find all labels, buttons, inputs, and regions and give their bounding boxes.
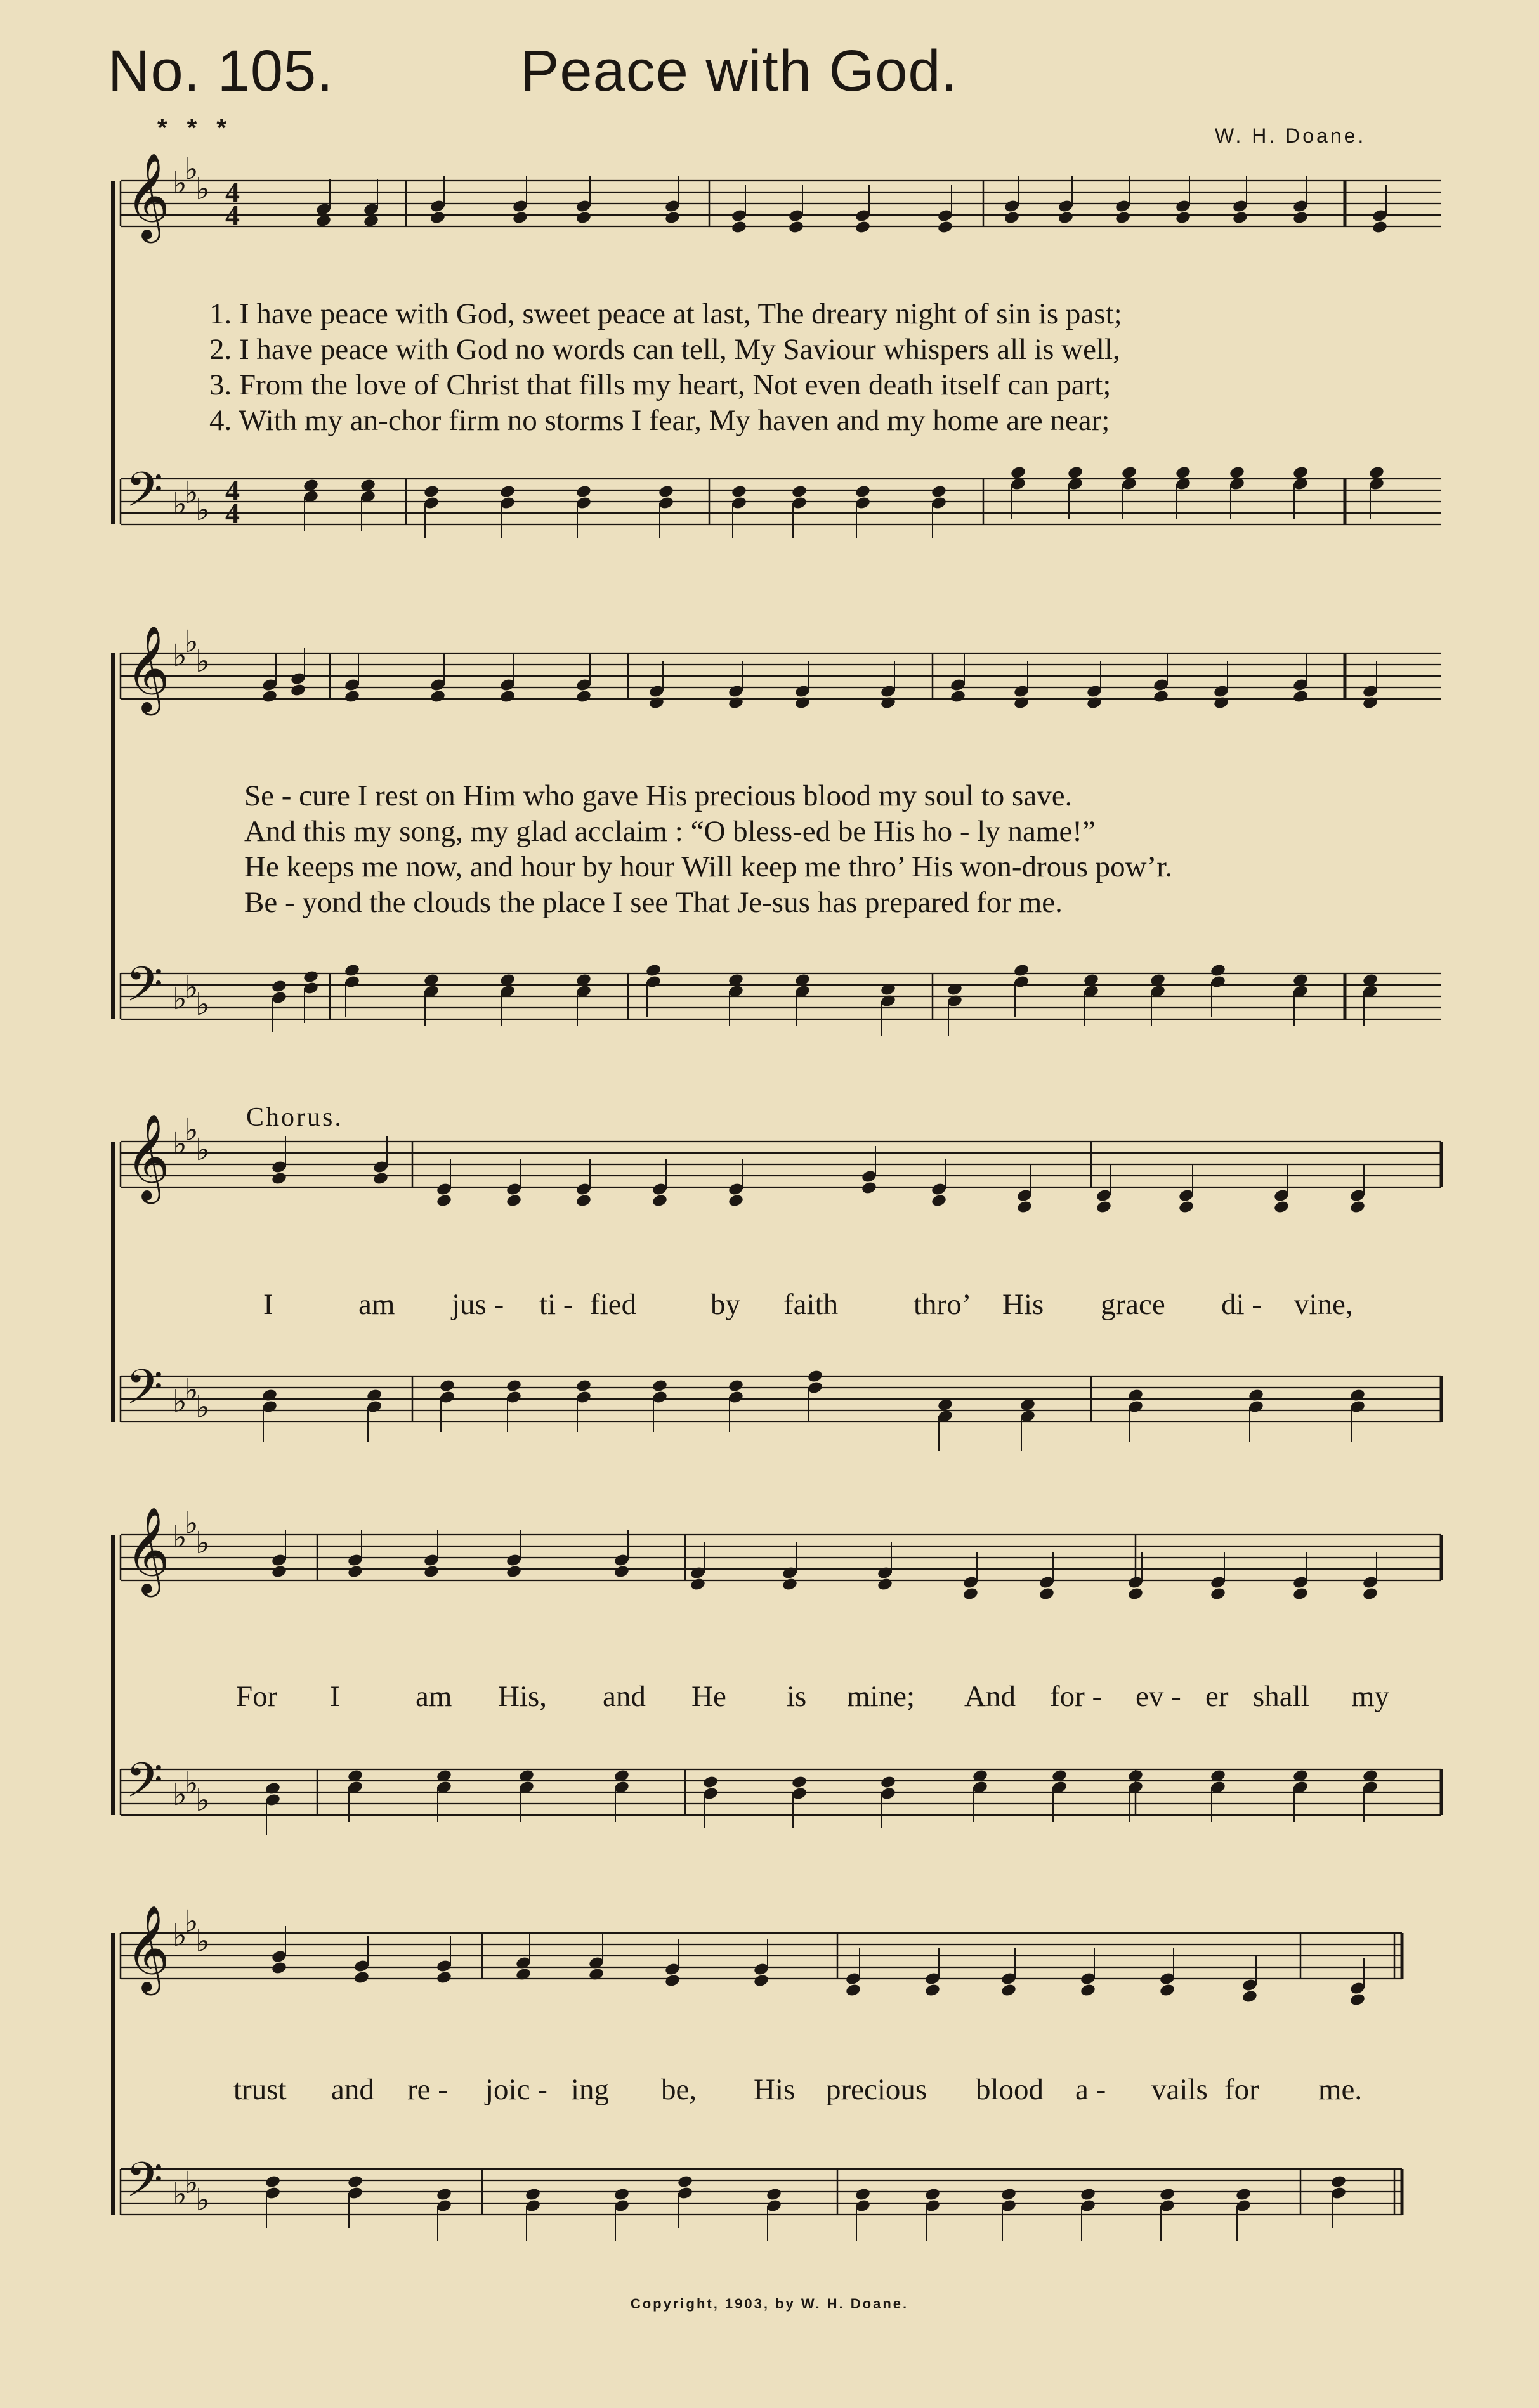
bass-note-head xyxy=(658,485,674,499)
chorus-syllable: is xyxy=(787,1680,807,1713)
treble-note-head xyxy=(353,1970,370,1985)
verse-number: 2. xyxy=(209,333,232,366)
treble-note-head xyxy=(372,1171,389,1186)
flat-icon: ♭ xyxy=(184,1372,199,1408)
chorus-syllable: er xyxy=(1205,1680,1229,1713)
bass-note-head xyxy=(575,1379,592,1393)
bass-note-head xyxy=(423,485,440,499)
bass-note-head xyxy=(855,485,871,499)
chorus-syllable: trust xyxy=(233,2073,287,2106)
flat-icon: ♭ xyxy=(173,166,187,201)
bass-clef-icon: 𝄢 xyxy=(126,462,164,530)
bass-note-head xyxy=(575,485,592,499)
treble-note-head xyxy=(1241,1989,1258,2004)
chorus-syllable: vails xyxy=(1151,2073,1208,2106)
treble-note-head xyxy=(271,1961,287,1975)
treble-note-head xyxy=(1175,211,1191,225)
verse-1-line-a xyxy=(209,297,1122,331)
bass-note-head xyxy=(731,485,747,499)
bass-note-head xyxy=(303,970,319,984)
flat-icon: ♭ xyxy=(195,492,210,528)
bass-note-head xyxy=(652,1379,668,1393)
bass-note-head xyxy=(1229,465,1245,480)
treble-note-head xyxy=(1058,211,1074,225)
bass-note-head xyxy=(344,963,360,978)
bass-note-head xyxy=(499,485,516,499)
flat-icon: ♭ xyxy=(173,638,187,674)
treble-note-head xyxy=(652,1194,668,1208)
treble-note-head xyxy=(429,211,446,225)
bass-clef-icon: 𝄢 xyxy=(126,2152,164,2220)
treble-note-head xyxy=(1013,696,1030,710)
chorus-syllable: shall xyxy=(1253,1680,1309,1713)
treble-note-head xyxy=(1016,1200,1033,1214)
chorus-syllable: and xyxy=(603,1680,646,1713)
treble-note-head xyxy=(648,696,665,710)
bass-clef-icon: 𝄢 xyxy=(126,1752,164,1820)
bass-note-head xyxy=(1159,2187,1176,2202)
treble-note-head xyxy=(1038,1587,1055,1601)
treble-note-head xyxy=(436,1970,452,1985)
chorus-syllable: ti - xyxy=(539,1288,573,1321)
treble-note-head xyxy=(788,220,804,235)
flat-icon: ♭ xyxy=(184,1506,199,1541)
flat-icon: ♭ xyxy=(173,981,187,1017)
time-signature-bottom: 4 xyxy=(225,199,240,231)
treble-note-head xyxy=(1153,689,1169,704)
treble-note-head xyxy=(1004,211,1020,225)
chorus-syllable: fied xyxy=(590,1288,637,1321)
treble-note-head xyxy=(347,1565,363,1579)
chorus-syllable: precious xyxy=(826,2073,927,2106)
chorus-syllable: I xyxy=(330,1680,340,1713)
chorus-syllable: thro’ xyxy=(914,1288,972,1321)
meter-stars: * * * xyxy=(157,114,233,142)
time-signature-top: 4 xyxy=(225,176,240,209)
chorus-syllable: am xyxy=(416,1680,452,1713)
chorus-syllable: blood xyxy=(976,2073,1044,2106)
treble-clef-icon: 𝄞 xyxy=(126,624,170,712)
treble-clef-icon: 𝄞 xyxy=(126,152,170,239)
flat-icon: ♭ xyxy=(195,1525,210,1561)
treble-clef-icon: 𝄞 xyxy=(126,1112,170,1200)
verse-text: From the love of Christ that fills my heart, Not even death itself can part; xyxy=(239,368,1111,401)
chorus-syllable: I xyxy=(263,1288,273,1321)
treble-note-head xyxy=(1349,1993,1366,2007)
flat-icon: ♭ xyxy=(184,970,199,1005)
treble-note-head xyxy=(506,1565,522,1579)
treble-note-head xyxy=(845,1983,861,1998)
bass-note-head xyxy=(1368,465,1385,480)
treble-note-head xyxy=(1115,211,1131,225)
hymn-number: No. 105. xyxy=(108,39,334,103)
treble-note-head xyxy=(1273,1200,1290,1214)
time-signature-top: 4 xyxy=(225,474,240,507)
verse-text: I have peace with God no words can tell, My Saviour whispers all is well, xyxy=(239,333,1120,366)
treble-note-head xyxy=(728,1194,744,1208)
bass-note-head xyxy=(702,1775,719,1790)
bass-note-head xyxy=(1013,963,1030,978)
chorus-syllable: His, xyxy=(498,1680,547,1713)
chorus-syllable: faith xyxy=(783,1288,839,1321)
treble-note-head xyxy=(690,1577,706,1592)
bass-note-head xyxy=(347,2175,363,2189)
treble-note-head xyxy=(363,214,379,228)
bass-note-head xyxy=(677,2175,693,2189)
chorus-syllable: grace xyxy=(1101,1288,1165,1321)
treble-note-head xyxy=(1086,696,1103,710)
flat-icon: ♭ xyxy=(195,644,210,679)
chorus-syllable: and xyxy=(331,2073,374,2106)
treble-note-head xyxy=(664,211,681,225)
treble-note-head xyxy=(1127,1587,1144,1601)
bass-note-head xyxy=(855,2187,871,2202)
treble-note-head xyxy=(271,1171,287,1186)
bass-note-head xyxy=(265,2175,281,2189)
treble-note-head xyxy=(1232,211,1248,225)
chorus-syllable: be, xyxy=(661,2073,697,2106)
chorus-syllable: by xyxy=(711,1288,740,1321)
treble-note-head xyxy=(1349,1200,1366,1214)
treble-note-head xyxy=(1178,1200,1195,1214)
bass-note-head xyxy=(1235,2187,1252,2202)
treble-note-head xyxy=(271,1565,287,1579)
verse-number: 1. xyxy=(209,297,232,330)
bass-note-head xyxy=(937,1398,953,1412)
treble-note-head xyxy=(575,1194,592,1208)
flat-icon: ♭ xyxy=(195,987,210,1022)
treble-note-head xyxy=(731,220,747,235)
chorus-syllable: ing xyxy=(571,2073,610,2106)
treble-note-head xyxy=(924,1983,941,1998)
flat-icon: ♭ xyxy=(195,1923,210,1959)
flat-icon: ♭ xyxy=(173,1384,187,1419)
bass-note-head xyxy=(506,1379,522,1393)
treble-note-head xyxy=(423,1565,440,1579)
bass-note-head xyxy=(924,2187,941,2202)
treble-note-head xyxy=(877,1577,893,1592)
chorus-label: Chorus. xyxy=(246,1103,343,1132)
treble-note-head xyxy=(664,1974,681,1988)
chorus-syllable: for xyxy=(1224,2073,1259,2106)
chorus-syllable: for - xyxy=(1050,1680,1103,1713)
verse-3-line-b: He keeps me now, and hour by hour Will keep me thro’ His won-drous pow’r. xyxy=(244,850,1173,883)
bass-note-head xyxy=(1175,465,1191,480)
bass-clef-icon: 𝄢 xyxy=(126,1359,164,1427)
verse-text: With my an-chor firm no storms I fear, My haven and my home are near; xyxy=(239,404,1110,437)
chorus-syllable: am xyxy=(358,1288,395,1321)
bass-note-head xyxy=(880,1775,896,1790)
treble-note-head xyxy=(1096,1200,1112,1214)
chorus-syllable: re - xyxy=(407,2073,448,2106)
flat-icon: ♭ xyxy=(184,624,199,660)
bass-note-head xyxy=(1292,465,1309,480)
flat-icon: ♭ xyxy=(184,475,199,511)
treble-note-head xyxy=(880,696,896,710)
bass-note-head xyxy=(436,2187,452,2202)
flat-icon: ♭ xyxy=(184,152,199,187)
chorus-syllable: vine, xyxy=(1294,1288,1353,1321)
bass-note-head xyxy=(807,1369,823,1384)
bass-note-head xyxy=(791,1775,808,1790)
treble-note-head xyxy=(1292,689,1309,704)
bass-note-head xyxy=(271,979,287,994)
bass-clef-icon: 𝄢 xyxy=(126,956,164,1024)
bass-note-head xyxy=(439,1379,455,1393)
treble-note-head xyxy=(1292,1587,1309,1601)
bass-note-head xyxy=(766,2187,782,2202)
bass-note-head xyxy=(1067,465,1084,480)
flat-icon: ♭ xyxy=(195,2182,210,2218)
treble-note-head xyxy=(575,689,592,704)
flat-icon: ♭ xyxy=(195,171,210,207)
treble-note-head xyxy=(855,220,871,235)
chorus-syllable: jus - xyxy=(452,1288,504,1321)
flat-icon: ♭ xyxy=(173,1126,187,1162)
chorus-syllable: And xyxy=(964,1680,1016,1713)
verse-number: 3. xyxy=(209,368,232,401)
treble-note-head xyxy=(1080,1983,1096,1998)
bass-note-head xyxy=(1248,1388,1264,1403)
hymn-title: Peace with God. xyxy=(520,39,959,103)
treble-note-head xyxy=(861,1181,877,1195)
bass-note-head xyxy=(791,485,808,499)
chorus-syllable: a - xyxy=(1075,2073,1106,2106)
treble-note-head xyxy=(436,1194,452,1208)
flat-icon: ♭ xyxy=(184,1904,199,1939)
treble-note-head xyxy=(1372,220,1388,235)
bass-note-head xyxy=(525,2187,541,2202)
verse-1-line-b: Se - cure I rest on Him who gave His precious blood my soul to save. xyxy=(244,779,1073,812)
flat-icon: ♭ xyxy=(173,2177,187,2212)
flat-icon: ♭ xyxy=(173,1918,187,1953)
treble-note-head xyxy=(1159,1983,1176,1998)
bass-note-head xyxy=(613,2187,630,2202)
bass-note-head xyxy=(261,1388,278,1403)
flat-icon: ♭ xyxy=(173,1520,187,1555)
time-signature-bottom: 4 xyxy=(225,497,240,530)
flat-icon: ♭ xyxy=(184,1112,199,1148)
chorus-syllable: His xyxy=(1002,1288,1044,1321)
bass-note-head xyxy=(931,485,947,499)
bass-note-head xyxy=(1010,465,1026,480)
verse-text: I have peace with God, sweet peace at last, The dreary night of sin is past; xyxy=(239,297,1122,330)
flat-icon: ♭ xyxy=(184,1766,199,1801)
treble-note-head xyxy=(344,689,360,704)
verse-2-line-a xyxy=(209,332,1120,367)
chorus-syllable: di - xyxy=(1221,1288,1262,1321)
treble-note-head xyxy=(931,1194,947,1208)
bass-note-head xyxy=(265,1781,281,1796)
bass-note-head xyxy=(1330,2175,1347,2189)
verse-number: 4. xyxy=(209,404,232,437)
flat-icon: ♭ xyxy=(184,2165,199,2201)
flat-icon: ♭ xyxy=(173,486,187,522)
flat-icon: ♭ xyxy=(195,1783,210,1818)
treble-note-head xyxy=(753,1974,769,1988)
bass-note-head xyxy=(1127,1388,1144,1403)
composer-credit: W. H. Doane. xyxy=(1215,124,1366,147)
bass-note-head xyxy=(1121,465,1137,480)
chorus-syllable: His xyxy=(754,2073,796,2106)
flat-icon: ♭ xyxy=(173,1777,187,1813)
bass-note-head xyxy=(645,963,662,978)
chorus-syllable: He xyxy=(691,1680,726,1713)
verse-3-line-a xyxy=(209,368,1111,402)
bass-note-head xyxy=(1019,1398,1036,1412)
treble-note-head xyxy=(1362,696,1379,710)
verse-2-line-b: And this my song, my glad acclaim : “O bless-ed be His ho - ly name!” xyxy=(244,815,1096,848)
chorus-syllable: mine; xyxy=(847,1680,915,1713)
verse-4-line-b: Be - yond the clouds the place I see That Je-sus has prepared for me. xyxy=(244,886,1063,919)
treble-note-head xyxy=(1292,211,1309,225)
chorus-syllable: my xyxy=(1351,1680,1390,1713)
treble-note-head xyxy=(794,696,811,710)
treble-note-head xyxy=(782,1577,798,1592)
chorus-syllable: ev - xyxy=(1136,1680,1181,1713)
treble-clef-icon: 𝄞 xyxy=(126,1904,170,1991)
treble-note-head xyxy=(429,689,446,704)
treble-note-head xyxy=(261,689,278,704)
verse-4-line-a xyxy=(209,403,1110,438)
chorus-syllable: joic - xyxy=(485,2073,547,2106)
treble-note-head xyxy=(1362,1587,1379,1601)
treble-note-head xyxy=(315,214,332,228)
flat-icon: ♭ xyxy=(195,1132,210,1168)
treble-note-head xyxy=(1210,1587,1226,1601)
flat-icon: ♭ xyxy=(195,1389,210,1425)
treble-note-head xyxy=(1000,1983,1017,1998)
treble-note-head xyxy=(613,1565,630,1579)
bass-note-head xyxy=(1210,963,1226,978)
treble-note-head xyxy=(290,683,306,698)
treble-clef-icon: 𝄞 xyxy=(126,1506,170,1593)
treble-note-head xyxy=(728,696,744,710)
bass-note-head xyxy=(1000,2187,1017,2202)
treble-note-head xyxy=(575,211,592,225)
chorus-syllable: For xyxy=(236,1680,278,1713)
treble-note-head xyxy=(962,1587,979,1601)
treble-note-head xyxy=(937,220,953,235)
treble-note-head xyxy=(512,211,528,225)
treble-note-head xyxy=(499,689,516,704)
treble-note-head xyxy=(950,689,966,704)
treble-note-head xyxy=(506,1194,522,1208)
bass-note-head xyxy=(1349,1388,1366,1403)
bass-note-head xyxy=(1080,2187,1096,2202)
chorus-syllable: me. xyxy=(1318,2073,1363,2106)
copyright-notice: Copyright, 1903, by W. H. Doane. xyxy=(630,2296,909,2312)
bass-note-head xyxy=(366,1388,383,1403)
bass-note-head xyxy=(728,1379,744,1393)
treble-note-head xyxy=(1213,696,1229,710)
